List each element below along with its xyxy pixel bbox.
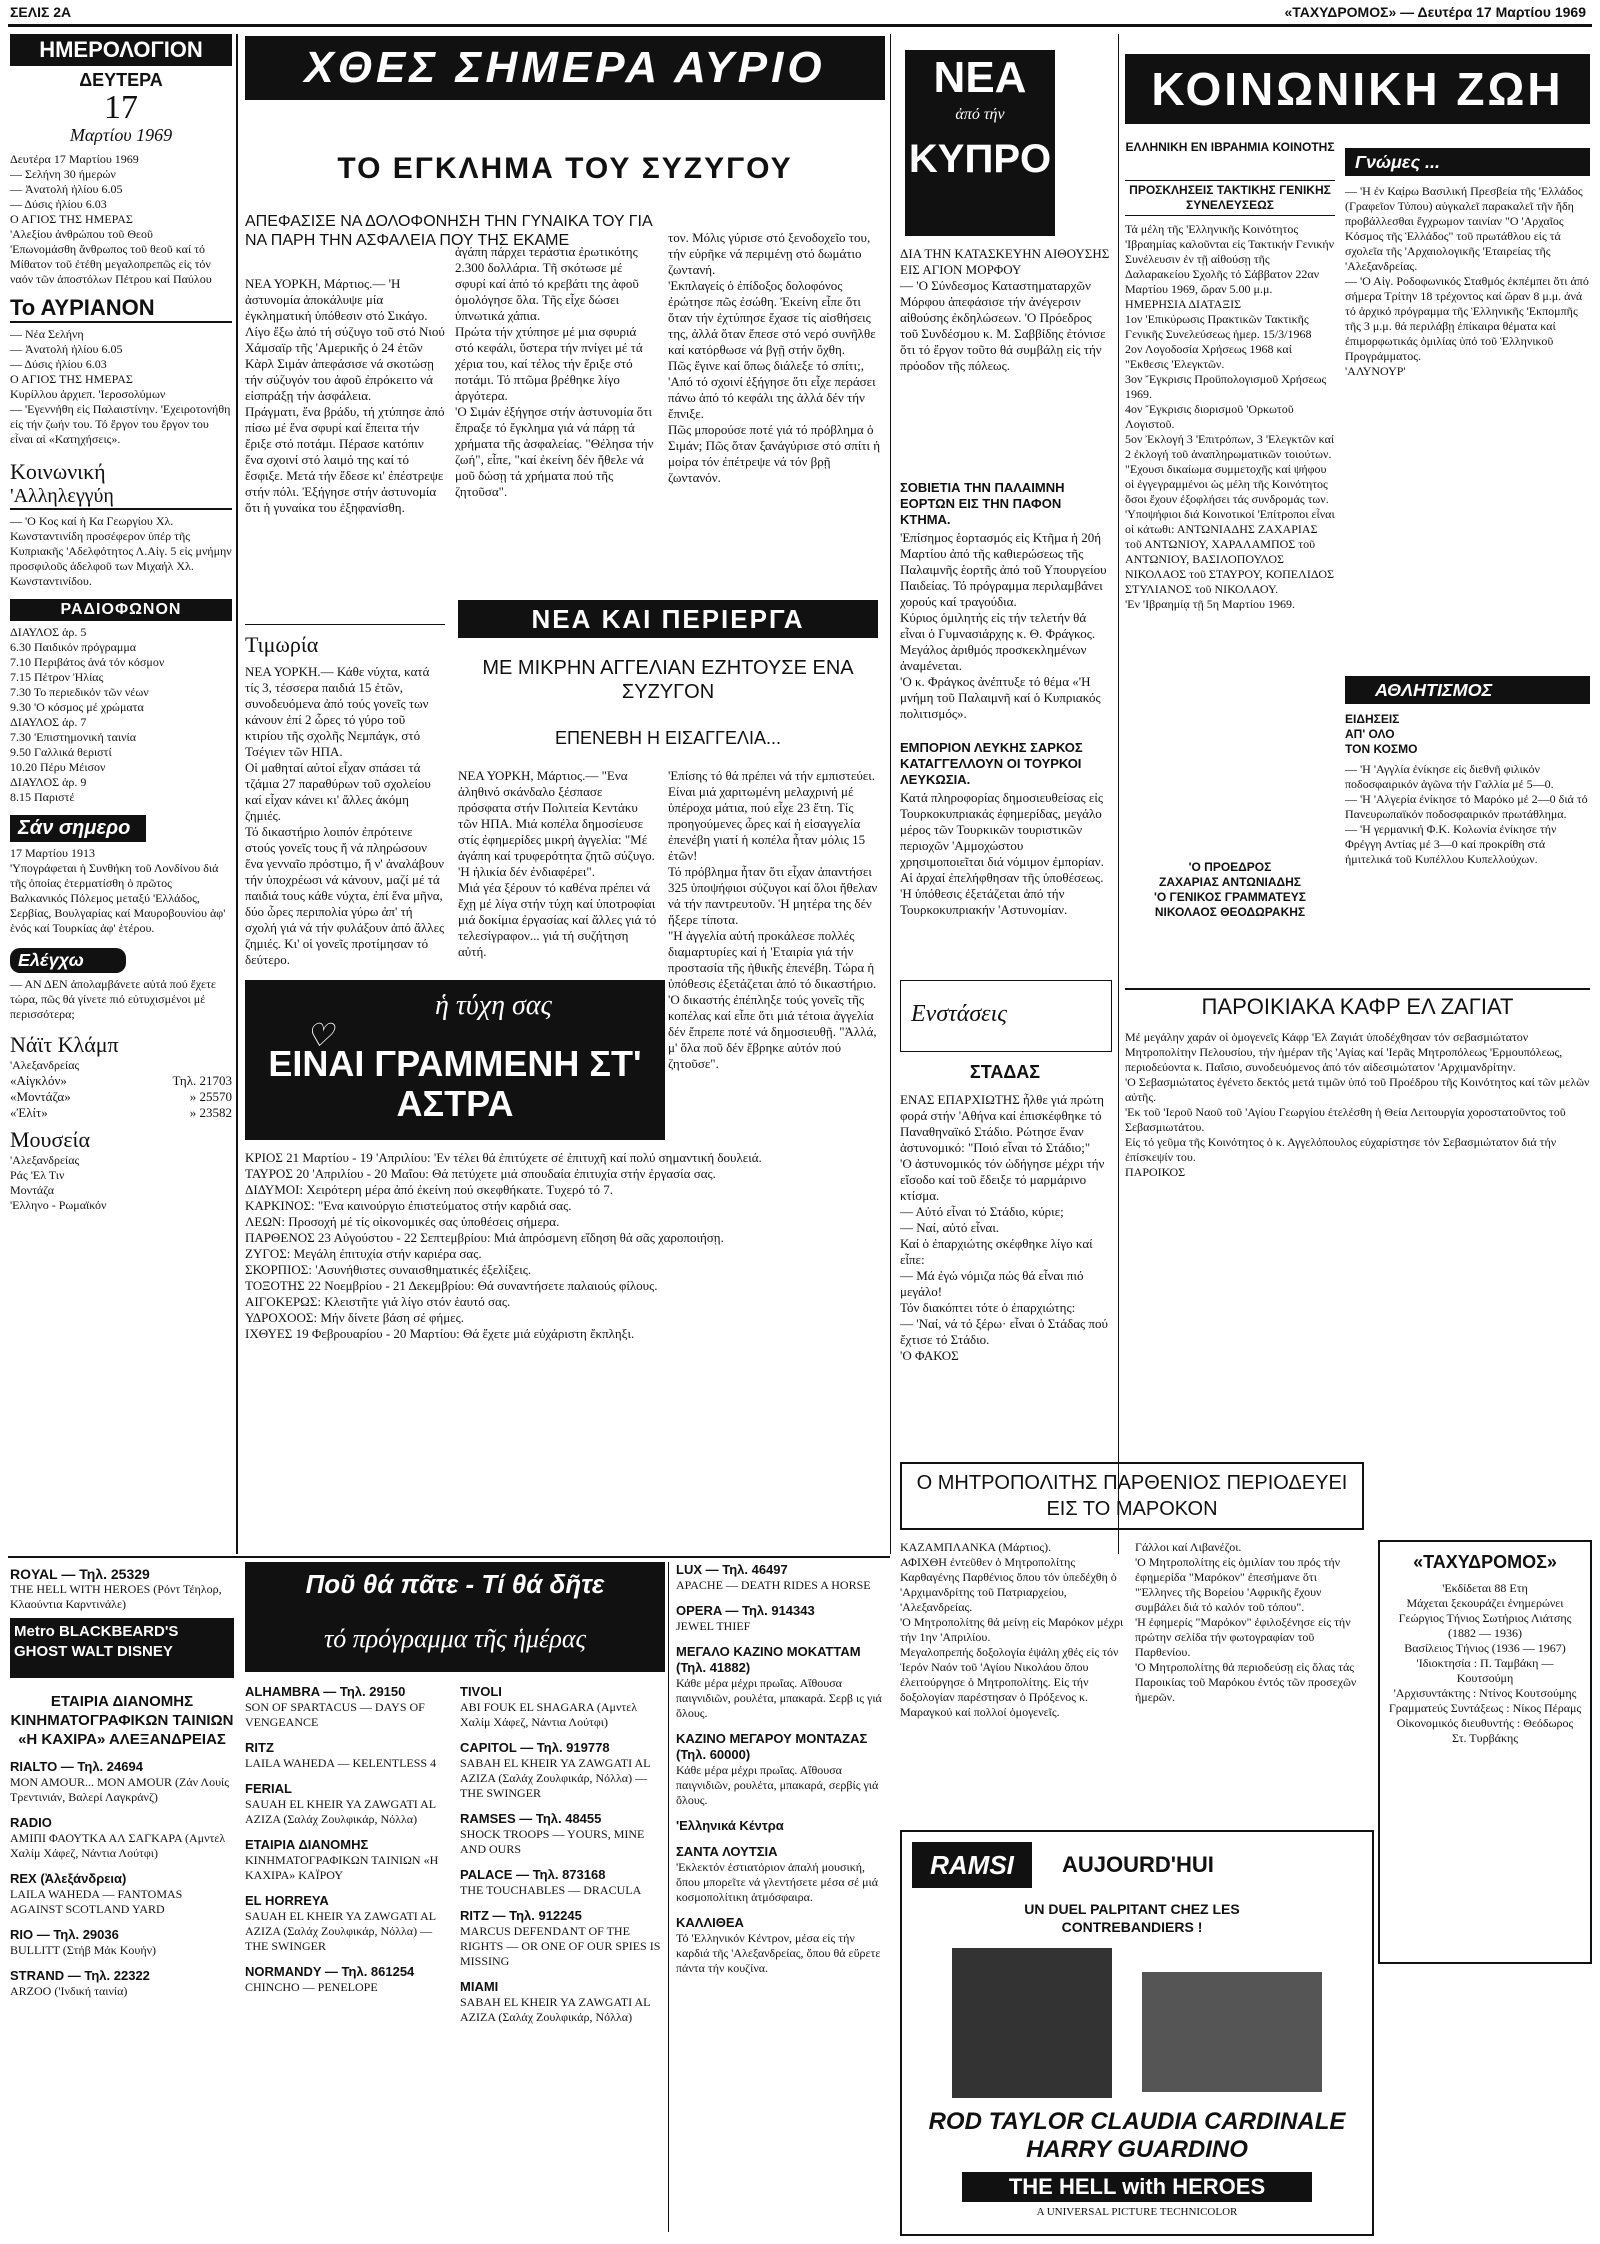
stadas-logo [900,980,1112,1052]
paroikiaka-rule [1125,988,1590,990]
page-number: ΣΕΛΙΣ 2Α [10,4,72,20]
mitropolitis-col-b: Γάλλοι καί Λιβανέζοι. 'Ο Μητροπολίτης εἰς ὁμιλίαν του πρός τήν ἐφημερίδα "Μαρόκον" ἐπεσήμανε ὅτι "Ἑλληνες τῆς Βορείου 'Αφρικῆς ἔχουν συμβάλει διά τό καλόν τοῦ τόπου". 'Η ἐφημερίς "Μαρόκον" ἐφιλοξένησε εἰς τήν πρώτην σελίδα τήν φωτογραφίαν τοῦ Παρθενίου. 'Ο Μητροπολίτης θά περιοδεύσῃ εἰς ὅλας τάς Παροικίας τοῦ Μαρόκου ἐντός τῶν προσεχῶν ἡμερῶν. [1135,1540,1357,1704]
film-ad-title: THE HELL with HEROES [962,2172,1312,2202]
cinema-film: ABI FOUK EL SHAGARA (Αμντελ Χαλίμ Χάφεζ, Νάντια Λούτφι) [460,1700,638,1729]
cinema-col-1 [10,1566,234,2009]
film-ad [900,1830,1374,2236]
cinema-entry [676,1818,884,1834]
cinema-entry [676,1915,884,1976]
cyprus-banner-bottom: ΚΥΠΡΟ [908,137,1052,181]
metro-ad: Metro BLACKBEARD'S GHOST WALT DISNEY [10,1618,234,1678]
cinema-name: NORMANDY — Τηλ. 861254 [245,1964,415,1979]
cinema-entry [10,1815,234,1861]
timoria-rule [245,624,445,625]
kz-signature: 'Ο ΠΡΟΕΔΡΟΣ ΖΑΧΑΡΙΑΣ ΑΝΤΩΝΙΑΔΗΣ 'Ο ΓΕΝΙΚΟΣ ΓΡΑΜΜΑΤΕΥΣ ΝΙΚΟΛΑΟΣ ΘΕΟΔΩΡΑΚΗΣ [1154,860,1306,919]
film-ad-photo [952,1948,1112,2098]
cinema-name: RIALTO — Τηλ. 24694 [10,1759,143,1774]
royal-film: THE HELL WITH HEROES (Ρόντ Τέηλορ, Κλαούντια Καρντινάλε) [10,1582,222,1611]
sports-body: — 'Η 'Αγγλία ἐνίκησε εἰς διεθνῆ φιλικόν ποδοσφαιρικόν ἀγῶνα τήν Γαλλία μέ 5—0. — 'Η 'Αλγερία ἐνίκησε τό Μαρόκο μέ 2—0 διά τό Πανευρωπαϊκόν ποδοσφαιρικόν πρωτάθλημα. — 'Η γερμανική Φ.Κ. Κολωνία ἐνίκησε τήν Φρέγγη Αντίας μέ 3—0 καί προκρίθη στά ἡμιτελικά τοῦ Κυπέλλου Κυπελλούχων. [1345,762,1588,866]
nait-row [10,1089,232,1105]
cyprus-banner-mid: ἀπό τήν [955,106,1005,123]
avrion-title: Το ΑΥΡΙΑΝΟΝ [10,295,232,323]
nait-list [10,1073,232,1121]
nea-perierga-headline: ΜΕ ΜΙΚΡΗΝ ΑΓΓΕΛΙΑΝ ΕΖΗΤΟΥΣΕ ΕΝΑ ΣΥΖΥΓΟΝ [482,657,854,703]
kz-head: ΠΡΟΣΚΛΗΣΕΙΣ ΤΑΚΤΙΚΗΣ ΓΕΝΙΚΗΣ ΣΥΝΕΛΕΥΣΕΩΣ [1125,180,1335,216]
cinema-entry [245,1964,450,1995]
calendar-body: Δευτέρα 17 Μαρτίου 1969 — Σελήνη 30 ήμερών — Ἀνατολή ἡλίου 6.05 — Δύσις ἡλίου 6.03 Ο ΑΓΙΟΣ ΤΗΣ ΗΜΕΡΑΣ 'Αλεξίου ἀνθρώπου τοῦ Θεοῦ 'Επωνομάσθη ἄνθρωπος τοῦ θεοῦ καί τό Μίθατον τοῦ ἐτέθη μεγαλοπρεπῶς εἰς τόν ναόν τῶν ἀποστόλων Πέτρου καί Παύλου [10,152,212,286]
film-ad-stars: ROD TAYLOR CLAUDIA CARDINALE HARRY GUARDINO [928,2108,1346,2163]
crime-title: ΤΟ ΕΓΚΛΗΜΑ ΤΟΥ ΣΥΖΥΓΟΥ [337,152,793,185]
masthead-right: «ΤΑΧΥΔΡΟΜΟΣ» — Δευτέρα 17 Μαρτίου 1969 [1284,4,1586,20]
koinoniki-body: — 'Ο Κος καί ἡ Κα Γεωργίου Χλ. Κωνσταντινίδη προσέφερον ὑπέρ τῆς Κυπριακῆς 'Αδελφότητος Λ.Αἰγ. 5 εἰς μνήμην προσφιλοῦς ἀδελφοῦ των Μιχαήλ Χλ. Κωνσταντινίδου. [10,514,232,588]
crime-col-b: ἀγάπη πάρχει τεράστια ἐρωτικότης 2.300 δολλάρια. Τῆ σκότωσε μέ σφυρί καί ἀπό τό κρεβάτι της ἀφοῦ ὁμολόγησε ὅλα. Τῆς εἶχε δώσει ὑπνωτικά χάπια. Πρώτα τήν χτύπησε μέ μια σφυριά στό κεφάλι, ὕστερα τήν πνίγει μέ τά χέρια του, καί τέλος τήν ἔριξε στό ποτάμι. Τό πτῶμα βρέθηκε λίγο ἀργότερα. 'Ο Σιμάν ἐξήγησε στήν ἀστυνομία ὅτι ἔπραξε τό ἔγκλημα γιά νά πάρῃ τά χρήματα τῆς ἀσφαλείας. "Θέλησα τήν ζωή", εἶπε, "καί ἐκείνη δέν ἤθελε νά μοῦ δώσῃ τά χρήματα πού τῆς ζητοῦσα". [455,244,654,499]
gnomes-body: — 'Η ἐν Κα̣ίρω Βασιλική Πρεσβεία τῆς 'Ελλάδος (Γραφεῖον Τύπου) αὐγκαλεῖ παρακαλεῖ τῆν ἤδη προβάλλεσθαι ἔγχρωμον ταινίαν "Ο 'Αρχαῖος Κόσμος τῆς Ἑλλάδος" τοῦ πρωτάθλου εἰς τά σχολεῖα τῆς 'Αρχαιολογικῆς 'Εταιρείας τῆς 'Αλεξανδρείας. — 'Ο Αἰγ. Ροδοφωνικός Σταθμός ἐκπέμπει ὅτι ἀπό σήμερα Τρίτην 18 τρέχοντος καί ὥραν 8 μ.μ. ἀνά τό ἀρχικό πρόγραμμα τῆς Ἑλληνικῆς 'Εκπομπῆς τῆς 3 μ.μ. θά περιλάβῃ ἐπίκαιρα θέματα καί ἐπιμορφωτικάς ὁμιλίας ὑπό τοῦ Ἑλληνικοῦ Προγράμματος. 'ΑΛΥΝΟΥΡ' [1345,184,1589,378]
cinema-name: RIO — Τηλ. 29036 [10,1927,119,1942]
crime-col-a: ΝΕΑ ΥΟΡΚΗ, Μάρτιος.— 'Η ἀστυνομία ἀποκάλυψε μία ἐγκληματική ὑπόθεσιν στό Σικάγο. Λίγο ἔξω ἀπό τή σύζυγο τοῦ στό Νιού Χάμσαϊρ τῆς 'Αμερικῆς ὁ 24 ἐτῶν Κὰρλ Σιμάν ἀπεφάσισε νά σκοτώσῃ τήν σύζυγόν του ἀφοῦ ἐπρόκειτο νά εἰσπράξῃ τήν ἀσφάλεια. Πράγματι, ἕνα βράδυ, τή χτύπησε ἀπό πίσω μέ ἕνα σφυρί καί ἔπειτα τήν ἔριξε στό ποτάμι. Πέρασε κατόπιν ἕνα σχοινί στό λαιμό της καί τό ἔσφιξε. Μετά τήν ἔδεσε κι' ἐπέστρεψε στήν πόλι. Ἐξήγησε στήν ἀστυνομία ὅτι ἡ γυναίκα του ἐξηφανίσθη. [245,276,445,515]
paroikiaka-body: Μέ μεγάλην χαράν οἱ ὁμογενεῖς Κάφρ 'Ελ Ζαγιάτ ὑποδέχθησαν τόν σεβασμιώτατον Μητροπολίτην Πελουσίου, τήν ἡμέραν τῆς 'Αγίας καί 'Ιερᾶς Μητροπόλεως 'Ερμουπόλεως, περιοδεύοντα κ. Παΐσιο, συνοδευόμενος ἀπό τόν αἰδεσιμώτατον 'Αρχιμανδρίτην. 'Ο Σεβασμιώτατος ἐγένετο δεκτός μετά τιμῶν ὑπό τοῦ Προέδρου τῆς Κοινότητος καί τῶν μελῶν αὐτῆς. 'Εκ τοῦ 'Ιεροῦ Ναοῦ τοῦ 'Αγίου Γεωργίου ἐτελέσθη ἡ Θεία Λειτουργία χοροστατοῦντος τοῦ Σεβασμιωτάτου. Εἰς τό γεῦμα τῆς Κοινότητος ὁ κ. Αγγελόπουλος εὐχαρίστησε τόν Σεβασμιώτατον διά τήν ἐπίσκεψίν του. ΠΑΡΟΙΚΟΣ [1125,1030,1590,1179]
date-month: Μαρτίου 1969 [69,125,173,145]
cinema-list-3 [460,1684,665,2035]
cinema-entry [460,1740,665,1801]
nait-row [10,1073,232,1089]
timoria-title: Τιμωρία [245,632,319,657]
cinema-name: ΚΑΛΛΙΘΕΑ [676,1915,744,1930]
cinema-name: TIVOLI [460,1684,502,1699]
cinema-entry [245,1740,450,1771]
pou-tha-pate-subtitle: τό πρόγραμμα τῆς ἡμέρας [245,1606,665,1672]
film-ad-aujourdhui: AUJOURD'HUI [1062,1852,1214,1877]
san-simero-title: Σάν σημερο [10,815,146,842]
cinema-name: FERIAL [245,1781,292,1796]
cinema-entry [676,1562,884,1593]
cinema-name: ΚΑΖΙΝΟ ΜΕΓΑΡΟΥ ΜΟΝΤΑΖΑΣ (Τηλ. 60000) [676,1731,868,1762]
cinema-entry [460,1979,665,2025]
nait-name: «Μοντάζα» [10,1089,71,1104]
cinema-film: LAILA WAHEDA — KELENTLESS 4 [245,1756,437,1770]
cinema-name: ΜΕΓΑΛΟ ΚΑΖΙΝΟ ΜΟΚΑΤΤΑΜ (Τηλ. 41882) [676,1644,861,1675]
nait-subtitle: 'Αλεξανδρείας [10,1058,80,1072]
cinema-entry [676,1731,884,1808]
nea-perierga-banner: ΝΕΑ ΚΑΙ ΠΕΡΙΕΡΓΑ [458,600,878,638]
cinema-entry [10,1759,234,1805]
mitropolitis-title: Ο ΜΗΤΡΟΠΟΛΙΤΗΣ ΠΑΡΘΕΝΙΟΣ ΠΕΡΙΟΔΕΥΕΙ ΕΙΣ ΤΟ ΜΑΡΟΚΟΝ [900,1462,1364,1530]
film-ad-tag: UN DUEL PALPITANT CHEZ LES CONTREBANDIERS ! [1024,1901,1240,1935]
royal-label: ROYAL — Τηλ. 25329 [10,1566,150,1582]
radio-title: ΡΑΔΙΟΦΩΝΟΝ [10,599,232,621]
san-simero-body: 17 Μαρτίου 1913 'Υπογράφεται ἡ Συνθήκη τοῦ Λονδίνου διά τῆς ὁποίας ἐτερματίσθη ὁ πρῶτος Βαλκανικός Πόλεμος μεταξύ 'Ελλάδος, Σερβίας, Βουλγαρίας καί Μαυροβουνίου ἀφ' ἑνός καί Τουρκίας ἀφ' ἑτέρου. [10,846,226,935]
elegxo-title: Ελέγχω [10,948,126,973]
cinema-entry [245,1837,450,1883]
nea-perierga-col-b: 'Επίσης τό θά πρέπει νά τήν εμπιστεύει. Είναι μιά χαριτωμένη μελαχρινή μέ ὑπέροχα μάτια, πού εἶχε 23 ἔτη. Τίς προηγούμενες ὧρες καί ἡ εἰσαγγελία ἐπενέβη γιατί ἡ κοπέλα ἦταν μόλις 15 ἐτῶν! Τό πρόβλημα ἦταν ὅτι εἶχαν ἀπαντήσει 325 ὑποψήφιοι σύζυγοι καί ὅλοι ἤθελαν νά τήν παντρευτοῦν. Ἡ μητέρα της δέν ἤξερε τίποτα. "Η ἀγγελία αὐτή προκάλεσε πολλές διαμαρτυρίες καί ἡ 'Εταιρία γιά τήν προστασία τῆς ἠθικῆς ἐπενέβη. Τώρα ἡ ὑπόθεσις ἐξετάζεται ἀπό τό δικαστήριο. 'Ο δικαστής ἐπέπληξε τούς γονεῖς τῆς κοπέλας καί εἶπε ὅτι μιά τέτοια ἀγγελία δέν ἔπρεπε ποτέ νά δημοσιευθῇ. "Ἀλλά, μ' ὅλα ποῦ δέν ἔβρηκε αὐτόν πού ζητοῦσε". [668,768,878,1071]
nea-perierga-col-a: ΝΕΑ ΥΟΡΚΗ, Μάρτιος.— "Ενα ἀληθινό σκάνδαλο ξέσπασε πρόσφατα στήν Πολιτεία Κεντάκυ τῶν ΗΠΑ. Μιά κοπέλα δημοσίευσε στίς ἐφημερίδες μικρή ἀγγελία: "Μέ ἀγάπη καί τρυφερότητα ζητῶ σύζυγο. 'Η ἡλικία δέν ἐνδιαφέρει". Μιά γέα ξέρουν τό καθένα πρέπει νά ἔχῃ μέ λίγα στήν τύχη καί ὑποτροφίαι μιά δοκίμια ἐργασίας καί ἄλλες γιά τό τελεσίγραφον... γιά τή συζήτηση αὐτή. [458,768,657,959]
col-divider-2 [890,34,891,1554]
paroikiaka-title: ΠΑΡΟΙΚΙΑΚΑ ΚΑΦΡ ΕΛ ΖΑΓΙΑΤ [1201,994,1514,1019]
cinema-film: SABAH EL KHEIR YA ZAWGATI AL AZIZA (Σαλάχ Ζουλφικάρ, Νόλλα) — THE SWINGER [460,1756,651,1800]
gnomes-banner: Γνώμες ... [1345,148,1590,176]
cinema-name: 'Ελληνικά Κέντρα [676,1818,784,1833]
koinoniki-title: Κοινωνική [10,459,106,484]
nait-name: «Ἐλίτ» [10,1105,48,1120]
nait-row [10,1105,232,1121]
cinema-film: SAUAH EL KHEIR YA ZAWGATI AL AZIZA (Σαλάχ Ζουλφικάρ, Νόλλα) — THE SWINGER [245,1909,436,1953]
horoscope-script: ἡ τύχη σας [435,990,552,1021]
cinema-name: RITZ [245,1740,274,1755]
cinema-name: MIAMI [460,1979,499,1994]
cinema-entry [460,1867,665,1898]
cyprus-text-1: ΔΙΑ ΤΗΝ ΚΑΤΑΣΚΕΥΗΝ ΑΙΘΟΥΣΗΣ ΕΙΣ ΑΓΙΟΝ ΜΟΡΦΟΥ — 'Ο Σύνδεσμος Καταστηματαρχῶν Μόρφου ἀπεφάσισε τήν ἀνέγερσιν αἰθούσης ἐκδηλώσεων. 'Ο Πρόεδρος τοῦ Συνδέσμου κ. Μ. Σαββίδης ἐτόνισε ὅτι τό ἔργον τοῦτο θά συμβάλῃ εἰς τήν πρόοδον τῆς πόλεως. [900,246,1110,373]
cinema-entry [460,1811,665,1857]
cinema-film: LAILA WAHEDA — FANTOMAS AGAINST SCOTLAND YARD [10,1887,183,1916]
pou-top-rule [8,1556,890,1558]
cinema-film: APACHE — DEATH RIDES A HORSE [676,1578,871,1592]
allilegyi-title: 'Αλληλεγγύη [10,485,232,510]
column-left [10,34,232,1213]
nait-title: Νάϊτ Κλάμπ [10,1032,119,1057]
avrion-body: — Νέα Σελήνη — Ἀνατολή ἡλίου 6.05 — Δύσις ἡλίου 6.03 Ο ΑΓΙΟΣ ΤΗΣ ΗΜΕΡΑΣ Κυρίλλου ἀρχιεπ. 'Ιεροσολύμων — 'Εγεννήθη εἰς Παλαιστίνην. 'Εχειροτονήθη εἰς τήν ζωήν του. Τό ἔργον του ἔργον του εἶναι αἱ «Κατηχήσεις». [10,327,231,446]
cinema-name: CAPITOL — Τηλ. 919778 [460,1740,610,1755]
cinema-name: RAMSES — Τηλ. 48455 [460,1811,602,1826]
cinema-film: ΚΙΝΗΜΑΤΟΓΡΑΦΙΚΩΝ ΤΑΙΝΙΩΝ «Η ΚΑΧΙΡΑ» ΚΑΪΡΟΥ [245,1853,439,1882]
athlitismos-banner: ΑΘΛΗΤΙΣΜΟΣ [1345,676,1590,704]
cyprus-head-3: ΕΜΠΟΡΙΟΝ ΛΕΥΚΗΣ ΣΑΡΚΟΣ ΚΑΤΑΓΓΕΛΛΟΥΝ ΟΙ ΤΟΥΡΚΟΙ ΛΕΥΚΩΣΙΑ. [900,740,1083,787]
film-ad-photo-2 [1142,1972,1322,2092]
nea-perierga-sub: ΕΠΕΝΕΒΗ Η ΕΙΣΑΓΓΕΛΙΑ... [554,728,782,748]
timoria-body: ΝΕΑ ΥΟΡΚΗ.— Κάθε νύχτα, κατά τίς 3, τέσσερα παιδιά 15 ἐτῶν, συνοδευόμενα ἀπό τούς γονεῖς των κάνουν ἐπί 2 ὧρες τό γύρο τοῦ κτιρίου τῆς σχολῆς Νεμπάγκ, στό Τσέγιεν τῶν ΗΠΑ. Οἱ μαθηταί αὐτοί εἶχαν σπάσει τά τζάμια 27 παραθύρων τοῦ σχολείου καί εἶχαν κάνει κι' ἄλλες ἀκόμη ζημιές. Τό δικαστήριο λοιπόν ἐπρότεινε στούς γονεῖς τους ἤ νά πληρώσουν ἕνα γενναῖο πρόστιμο, ἤ ν' ἀναλάβουν τήν ὑποχρέωσι νά κάνουν, μαζί μέ τά παιδιά τους κάθε νύχτα, ἐπί ἕνα μῆνα, δύο ὧρες περιπολία γύρω ἀπ' τή σχολή γιά νά τήν φυλάξουν ἀπό ἄλλες ζημιές. Κι' οἱ γονεῖς προτίμησαν τό δεύτερο. [245,664,445,967]
tachydromos-box [1378,1540,1592,1964]
nait-tel: » 25570 [189,1089,232,1104]
crime-subtitle: ΑΠΕΦΑΣΙΣΕ ΝΑ ΔΟΛΟΦΟΝΗΣΗ ΤΗΝ ΓΥΝΑΙΚΑ ΤΟΥ ΓΙΑ ΝΑ ΠΑΡΗ ΤΗΝ ΑΣΦΑΛΕΙΑ ΠΟΥ ΤΗΣ ΕΚΑΜΕ [245,213,652,249]
kz-subtitle: ΕΛΛΗΝΙΚΗ ΕΝ ΙΒΡΑΗΜΙΑ ΚΟΙΝΟΤΗΣ [1125,140,1335,154]
film-ad-cinema: RAMSI [912,1842,1032,1888]
horoscope-heart-icon: ♡ [305,1017,334,1053]
cinema-entry [460,1908,665,1969]
col-divider-3 [1118,34,1119,1554]
tachydromos-title: «ΤΑΧΥΔΡΟΜΟΣ» [1413,1552,1557,1572]
mitropolitis-col-a: ΚΑΖΑΜΠΛΑΝΚΑ (Μάρτιος). ΑΦΙΧΘΗ ἐντεῦθεν ὁ Μητροπολίτης Καρθαγένης Παρθένιος ὅπου τόν ὑπεδέχθη ὁ 'Αρχιμανδρίτης τοῦ Πατριαρχείου, 'Αλεξανδρείας. 'Ο Μητροπολίτης θά μείνῃ εἰς Μαρόκον μέχρι τήν 1ην 'Απριλίου. Μεγαλοπρεπής δοξολογία ἐψάλη χθές εἰς τόν Ἱερόν Ναόν τοῦ 'Αγίου Νικολάου ὅπου ἐλειτούργησε ὁ Μητροπολίτης. Εἰς τήν δοξολογίαν παρέστησαν ὁ Πρόξενος κ. Μαραγκού καί πολλοί ὁμογενεῖς. [900,1540,1124,1719]
cinema-film: JEWEL THIEF [676,1619,751,1633]
cyprus-head-2: ΣΟΒΙΕΤΙΑ ΤΗΝ ΠΑΛΑΙΜΝΗ ΕΟΡΤΩΝ ΕΙΣ ΤΗΝ ΠΑΦΟΝ ΚΤΗΜΑ. [900,480,1065,527]
cyprus-banner [905,50,1055,236]
cinema-name: ΣΑΝΤΑ ΛΟΥΤΣΙΑ [676,1844,778,1859]
masthead-rule [8,24,1592,27]
cinema-name: LUX — Τηλ. 46497 [676,1562,788,1577]
horoscope-body: ΚΡΙΟΣ 21 Μαρτίου - 19 'Απριλίου: 'Εν τέλει θά ἐπιτύχετε σέ ἐπιτυχῆ καί πολύ σημαντική δουλειά. ΤΑΥΡΟΣ 20 'Απριλίου - 20 Μαΐου: Θά πετύχετε μιά σπουδαία ἐπιτυχία στήν ἐργασία σας. ΔΙΔΥΜΟΙ: Χειρότερη μέρα ἀπό ἐκείνη πού σκεφθήκατε. Τυχερό τό 7. ΚΑΡΚΙΝΟΣ: "Ενα καινούργιο ἐπιστεύματος στήν καρδιά σας. ΛΕΩΝ: Προσοχή μέ τίς οἰκονομικές σας ὑποθέσεις σήμερα. ΠΑΡΘΕΝΟΣ 23 Αὐγούστου - 22 Σεπτεμβρίου: Μιά ἀπρόσμενη εἴδηση θά σᾶς χαροποιήσῃ. ΖΥΓΟΣ: Μεγάλη ἐπιτυχία στήν καριέρα σας. ΣΚΟΡΠΙΟΣ: 'Ασυνήθιστες συναισθηματικές ἐξελίξεις. ΤΟΞΟΤΗΣ 22 Νοεμβρίου - 21 Δεκεμβρίου: Θά συναντήσετε παλαιούς φίλους. ΑΙΓΟΚΕΡΩΣ: Κλειστῆτε γιά λίγο στόν ἑαυτό σας. ΥΔΡΟΧΟΟΣ: Μήν δίνετε βάση σέ φήμες. ΙΧΘΥΕΣ 19 Φεβρουαρίου - 20 Μαρτίου: Θά ἔχετε μιά εὐχάριστη ἔκπληξι. [245,1150,762,1341]
cinema-entry [460,1684,665,1730]
cinema-entry [245,1781,450,1827]
cinema-list-1 [10,1759,234,1999]
film-ad-studio: A UNIVERSAL PICTURE TECHNICOLOR [1036,2206,1238,2218]
nait-tel: Τηλ. 21703 [172,1073,232,1088]
cinema-name: RADIO [10,1815,52,1830]
cinema-film: ARZOO ('Ινδική ταινία) [10,1984,128,1998]
cinema-film: ΑΜΙΠΙ ΦΑΟΥΤΚΑ ΑΛ ΣΑΓΚΑΡΑ (Αμντελ Χαλίμ Χάφεζ, Νάντια Λούτφι) [10,1831,226,1860]
cinema-name: OPERA — Τηλ. 914343 [676,1603,815,1618]
cinema-name: RITZ — Τηλ. 912245 [460,1908,582,1923]
cinema-film: Κάθε μέρα μέχρι πρωΐας. Αἴθουσα παιγνιδιῶν, ρουλέτα, μπακαρά, σερβίς γιά ὅλους. [676,1763,879,1807]
elegxo-body: — ΑΝ ΔΕΝ ἀπολαμβάνετε αὐτά πού ἔχετε τώρα, πῶς θά γίνετε πιό εὐτυχισμένοι μέ περισσότερα; [10,977,216,1021]
date-number: 17 [104,89,138,126]
cinema-film: SAUAH EL KHEIR YA ZAWGATI AL AZIZA (Σαλάχ Ζουλφικάρ, Νόλλα) [245,1797,436,1826]
cinema-film: 'Εκλεκτόν ἑστιατόριον ἀπαλή μουσική, ὅπου μπορεῖτε νά γλεντήσετε μέσα σέ μιά κοσμοπολίτικη ἀτμόσφαιρα. [676,1860,879,1904]
cinema-name: ALHAMBRA — Τηλ. 29150 [245,1684,406,1699]
col-divider-4 [668,1562,669,2232]
cinema-film: CHINCHO — PENELOPE [245,1980,378,1994]
crime-col-c: τον. Μόλις γύρισε στό ξενοδοχεῖο του, τήν εὑρῆκε νά περιμένῃ στό δωμάτιο ζωντανή. 'Εκπλαγείς ὁ ἐπίδοξος δολοφόνος ἐρώτησε πῶς ἐσώθη. Ἐκείνη εἶπε ὅτι ὅταν τήν ἐχτύπησε ἔχασε τίς αἰσθήσεις της, ἀλλά ὅταν ἔπεσε στό νερό συνῆλθε καί κατόρθωσε νά βγῇ στήν ὄχθη. Πῶς ἔγινε καί ὅπως διάλεξε τό σπίτι;, 'Από τό σχοινί ἐξήγησε ὅτι εἶχε περάσει πάνω ἀπό τό κεφάλι της ἀλλά δέν τήν ἔπνιξε. Πῶς μπορούσε ποτέ γιά τό πρόβλημα ὁ Σιμάν; Πῶς ὅταν ξανάγύρισε στό σπίτι ἡ μοίρα τόν ἐπέτρεψε νά τόν βρῇ ζωντανόν. [668,230,881,485]
cinema-name: EL HORREYA [245,1893,329,1908]
cinema-name: STRAND — Τηλ. 22322 [10,1968,150,1983]
stadas-title: ΣΤΑΔΑΣ [969,1062,1041,1082]
cinema-name: ΕΤΑΙΡΙΑ ΔΙΑΝΟΜΗΣ [245,1837,369,1852]
stadas-logo-text: Ενστάσεις [911,1001,1008,1027]
tachydromos-info: 'Εκδίδεται 88 Ετη Μάχεται ξεκουράζει ἐνημερώνει Γεώργιος Τήνιος Σωτήριος Λιάτσης (1882 — 1936) Βασίλειος Τήνιος (1936 — 1967) 'Ιδιοκτησία : Π. Ταμβάκη — Κουτσούμη 'Αρχισυντάκτης : Ντίνος Κουτσούμης Γραμματεύς Συντάξεως : Νίκος Πέραμς Οἰκονομικός διευθυντής : Θεόδωρος Στ. Τυρβάκης [1388,1581,1582,1745]
mouseia-body: 'Αλεξανδρείας Ράς 'Ελ Τιν Μοντάζα 'Ελληνο - Ρωμαϊκόν [10,1153,107,1212]
cinema-film: Κάθε μέρα μέχρι πρωΐας. Αἴθουσα παιγνιδιῶν, ρουλέτα, μπακαρά. Σερβ ις γιά ὅλους. [676,1676,882,1720]
cinema-film: SABAH EL KHEIR YA ZAWGATI AL AZIZA (Σαλάχ Ζουλφικάρ, Νόλλα) [460,1995,651,2024]
radio-body: ΔΙΑΥΛΟΣ ἀρ. 5 6.30 Παιδικόν πρόγραμμα 7.10 Περιβάτος ἀνά τόν κόσμον 7.15 Πέτρον Ἠλίας 7.30 Το περιεδικόν τῶν νέων 9.30 'Ο κόσμος μέ χρώματα ΔΙΑΥΛΟΣ ἀρ. 7 7.30 'Επιστημονική ταινία 9.50 Γαλλικά θεριστί 10.20 Πέρυ Μέισον ΔΙΑΥΛΟΣ ἀρ. 9 8.15 Παριστέ [10,625,165,804]
kz-body: Τά μέλη τῆς 'Ελληνικῆς Κοινότητος 'Ιβραημίας καλοῦνται εἰς Τακτικήν Γενικήν Συνέλευσιν ἐν τῇ αἰθούσῃ τῆς Δαλαρακείου Σχολῆς τό Σάββατον 22αν Μαρτίου 1969, ὥραν 5.00 μ.μ. ΗΜΕΡΗΣΙΑ ΔΙΑΤΑΞΙΣ 1ον 'Επικύρωσις Πρακτικῶν Τακτικῆς Γενικῆς Συνελεύσεως ἡμερ. 15/3/1968 2ον Λογοδοσία Χρήσεως 1968 καί "Εκθεσις 'Ελεγκτῶν. 3ον Ἔγκρισις Προϋπολογισμοῦ Χρήσεως 1969. 4ον Ἔγκρισις διορισμοῦ 'Ορκωτοῦ Λογιστοῦ. 5ον Ἐκλογή 3 'Επιτρόπων, 3 'Ελεγκτῶν καί 2 ἐκλογή τοῦ ἀναπληρωματικῶν τοιούτων. "Εχουσι δικαίωμα συμμετοχῆς καί ψήφου οἱ ἐγγεγραμμένοι ὡς μέλη τῆς Κοινότητος ὅσοι ἔχουν ἐξοφλήσει τάς συνδρομάς των. 'Υποψήφιοι διά Κοινοτικοί 'Επίτροποι εἶναι οἱ κάτωθι: ΑΝΤΩΝΙΑΔΗΣ ΖΑΧΑΡΙΑΣ τοῦ ΑΝΤΩΝΙΟΥ, ΧΑΡΑΛΑΜΠΟΣ τοῦ ΑΝΤΩΝΙΟΥ, ΒΑΣΙΛΟΠΟΥΛΟΣ ΝΙΚΟΛΑΟΣ τοῦ ΣΤΑΥΡΟΥ, ΚΟΠΕΛΙΔΟΣ ΣΤΥΛΙΑΝΟΣ τοῦ ΝΙΚΟΛΑΟΥ. 'Εν 'Ιβραημίᾳ τῇ 5η Μαρτίου 1969. [1125,222,1335,611]
cinema-film: THE TOUCHABLES — DRACULA [460,1883,642,1897]
cinema-film: SON OF SPARTACUS — DAYS OF VENGEANCE [245,1700,425,1729]
pou-tha-pate-title: Ποῦ θά πᾶτε - Τί θά δῆτε [245,1562,665,1606]
cinema-entry [10,1927,234,1958]
cyprus-banner-top: ΝΕΑ [933,53,1027,102]
cinema-entry [676,1844,884,1905]
cinema-entry [245,1684,450,1730]
cinema-film: MON AMOUR... MON AMOUR (Ζάν Λουίς Τρεντινιάν, Βαλερί Λαγκράνζ) [10,1775,230,1804]
koinoniki-zoi-banner: ΚΟΙΝΩΝΙΚΗ ΖΩΗ [1125,54,1590,124]
nait-tel: » 23582 [189,1105,232,1120]
horoscope-banner [245,980,665,1140]
cinema-list-4 [676,1562,884,1986]
cinema-film: BULLITT (Στήβ Μάκ Κουήν) [10,1943,157,1957]
cinema-entry [245,1893,450,1954]
cinema-name: REX (Ἀλεξάνδρεια) [10,1871,127,1886]
nait-name: «Αἰγκλόν» [10,1073,67,1088]
etairia-kaxira-alex: ΕΤΑΙΡΙΑ ΔΙΑΝΟΜΗΣ ΚΙΝΗΜΑΤΟΓΡΑΦΙΚΩΝ ΤΑΙΝΙΩΝ «Η ΚΑΧΙΡΑ» ΑΛΕΞΑΝΔΡΕΙΑΣ [10,1693,234,1748]
horoscope-title: ΕΙΝΑΙ ΓΡΑΜΜΕΝΗ ΣΤ' ΑΣΤΡΑ [268,1043,642,1124]
stadas-body: ΕΝΑΣ ΕΠΑΡΧΙΩΤΗΣ ἦλθε γιά πρώτη φορά στήν 'Αθήνα καί ἐπισκέφθηκε τό Παναθηναϊκό Στάδιο. Ρώτησε ἕναν ἀστυνομικό: "Ποιό εἶναι τό Στάδιο;" 'Ο ἀστυνομικός τόν ὡδήγησε μέχρι τήν εἴσοδο καί τοῦ ἔδειξε τό μαρμάρινο κτίσμα. — Αὐτό εἶναι τό Στάδιο, κύριε; — Ναί, αὐτό εἶναι. Καί ὁ ἐπαρχιώτης σκέφθηκε λίγο καί εἶπε: — Μά ἐγώ νόμιζα πώς θά εἶναι πιό μεγάλο! Τόν διακόπτει τότε ὁ ἐπαρχιώτης: — 'Ναί, νά τό ξέρω· εἶναι ὁ Στάδας πού ἔχτισε τό Στάδιο. 'Ο ΦΑΚΟΣ [900,1092,1108,1363]
mouseia-title: Μουσεία [10,1127,90,1152]
cinema-entry [676,1603,884,1634]
eidiseis-title: ΕΙΔΗΣΕΙΣ ΑΠ' ΟΛΟ ΤΟΝ ΚΟΣΜΟ [1345,712,1418,756]
cinema-entry [10,1871,234,1917]
cinema-entry [676,1644,884,1721]
col-divider-1 [236,34,238,1554]
cinema-film: Τό 'Ελληνικόν Κέντρον, μέσα εἰς τήν καρδιά τῆς 'Αλεξανδρείας, ὅπου θά εὕρετε πάντα τήν κουζίνα. [676,1931,881,1975]
banner-xthes-simera-avrio: ΧΘΕΣ ΣΗΜΕΡΑ ΑΥΡΙΟ [245,36,885,100]
cinema-list-2 [245,1684,450,2005]
cinema-film: SHOCK TROOPS — YOURS, MINE AND OURS [460,1827,645,1856]
cinema-entry [10,1968,234,1999]
cinema-name: PALACE — Τηλ. 873168 [460,1867,606,1882]
cyprus-text-2: 'Επίσημος ἑορτασμός εἰς Κτῆμα ἡ 20ή Μαρτίου ἀπό τῆς καθιερώσεως τῆς Παλαιμνῆς ἑορτῆς ἀπό τοῦ Υπουργείου Παιδείας. Τό πρόγραμμα περιλαμβάνει χορούς καί τραγούδια. Κύριος ὁμιλητής εἰς τήν τελετήν θά εἶναι ὁ Γυμνασιάρχης κ. Θ. Φράγκος. Μεγάλος ἀριθμός προσκεκλημένων ἀναμένεται. 'Ο κ. Φράγκος ἀνέπτυξε τό θέμα «'Η μνήμη τοῦ Παλαιμνῆ καί ὁ Κυπριακός πολιτισμός». [900,530,1107,721]
day-name: ΔΕΥΤΕΡΑ [79,70,163,90]
cinema-film: MARCUS DEFENDANT OF THE RIGHTS — OR ONE OF OUR SPIES IS MISSING [460,1924,661,1968]
cyprus-text-3: Κατά πληροφορίας δημοσιευθείσας εἰς Τουρκοκυπριακάς ἐφημερίδας, μεγάλο μέρος τῶν Τουρκικῶν τουριστικῶν περιοχῶν 'Αμμοχώστου χρησιμοποιεῖται διά νόμιμον ἐμπορίαν. Αἱ ἀρχαί ἐπελήφθησαν τῆς ὑποθέσεως. 'Η ὑπόθεσις ἐξετάζεται ἀπό τήν Τουρκοκυπριακήν 'Αστυνομίαν. [900,790,1104,917]
imerologion-title: ΗΜΕΡΟΛΟΓΙΟΝ [10,34,232,66]
